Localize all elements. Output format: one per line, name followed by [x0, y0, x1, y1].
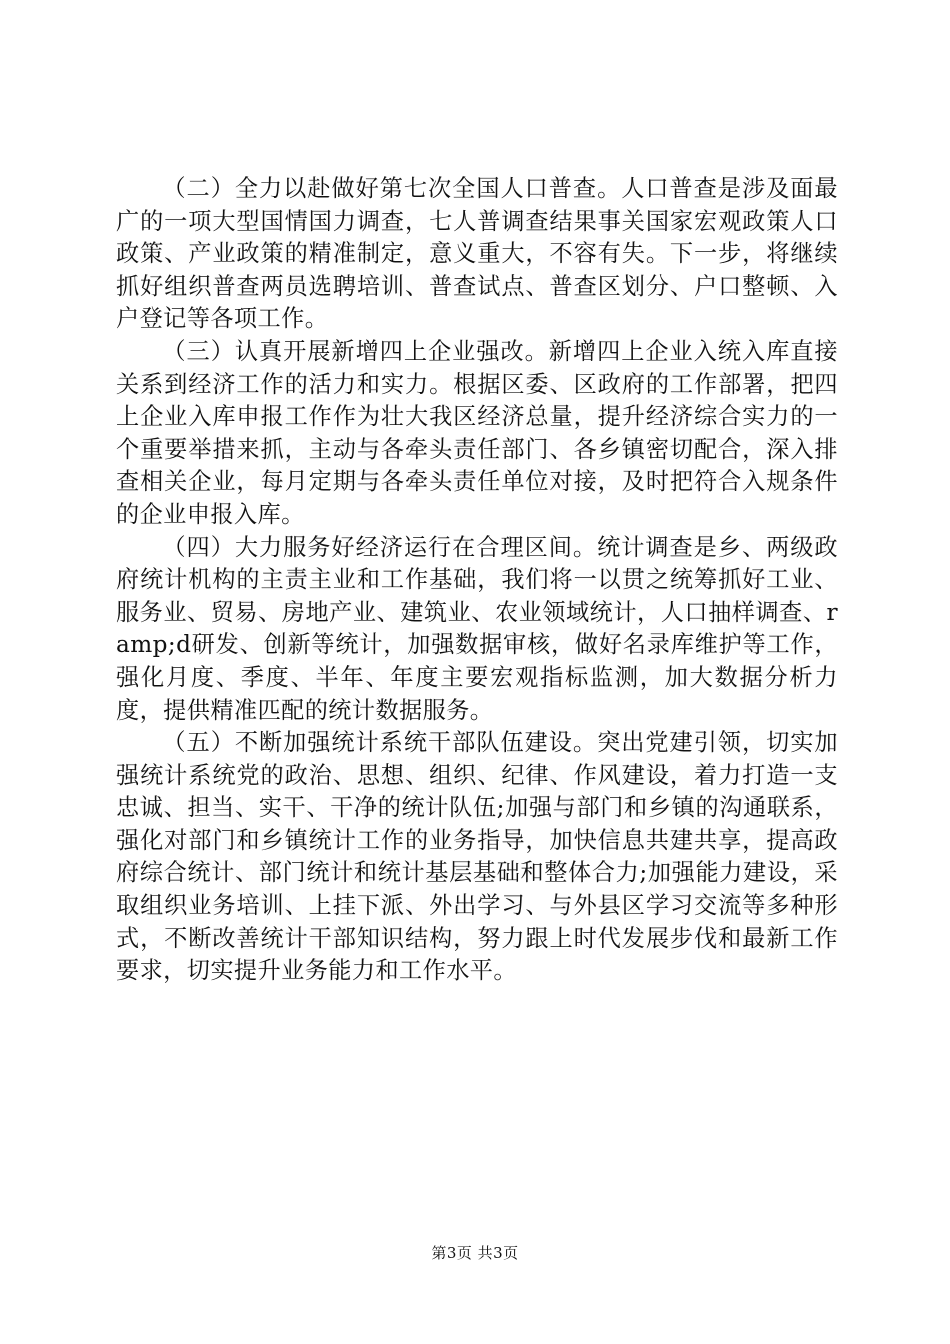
- paragraph-section-2: （二）全力以赴做好第七次全国人口普查。人口普查是涉及面最广的一项大型国情国力调查，七人普调查结果事关国家宏观政策人口政策、产业政策的精准制定，意义重大，不容有失。下一步，将继续抓好组织普查两员选聘培训、普查试点、普查区划分、户口整顿、入户登记等各项工作。: [116, 175, 838, 333]
- paragraph-section-4: （四）大力服务好经济运行在合理区间。统计调查是乡、两级政府统计机构的主责主业和工作基础，我们将一以贯之统筹抓好工业、服务业、贸易、房地产业、建筑业、农业领域统计，人口抽样调查、ramp;d研发、创新等统计，加强数据审核，做好名录库维护等工作，强化月度、季度、半年、年度主要宏观指标监测，加大数据分析力度，提供精准匹配的统计数据服务。: [116, 533, 838, 724]
- document-body: [116, 173, 838, 988]
- page-footer: 第3页 共3页: [431, 1244, 519, 1262]
- paragraph-section-5: （五）不断加强统计系统干部队伍建设。突出党建引领，切实加强统计系统党的政治、思想、组织、纪律、作风建设，着力打造一支忠诚、担当、实干、干净的统计队伍;加强与部门和乡镇的沟通联系，强化对部门和乡镇统计工作的业务指导，加快信息共建共享，提高政府综合统计、部门统计和统计基层基础和整体合力;加强能力建设，采取组织业务培训、上挂下派、外出学习、与外县区学习交流等多种形式，不断改善统计干部知识结构，努力跟上时代发展步伐和最新工作要求，切实提升业务能力和工作水平。: [116, 729, 838, 985]
- paragraph-section-3: （三）认真开展新增四上企业强改。新增四上企业入统入库直接关系到经济工作的活力和实力。根据区委、区政府的工作部署，把四上企业入库申报工作作为壮大我区经济总量，提升经济综合实力的一个重要举措来抓，主动与各牵头责任部门、各乡镇密切配合，深入排查相关企业，每月定期与各牵头责任单位对接，及时把符合入规条件的企业申报入库。: [116, 337, 838, 528]
